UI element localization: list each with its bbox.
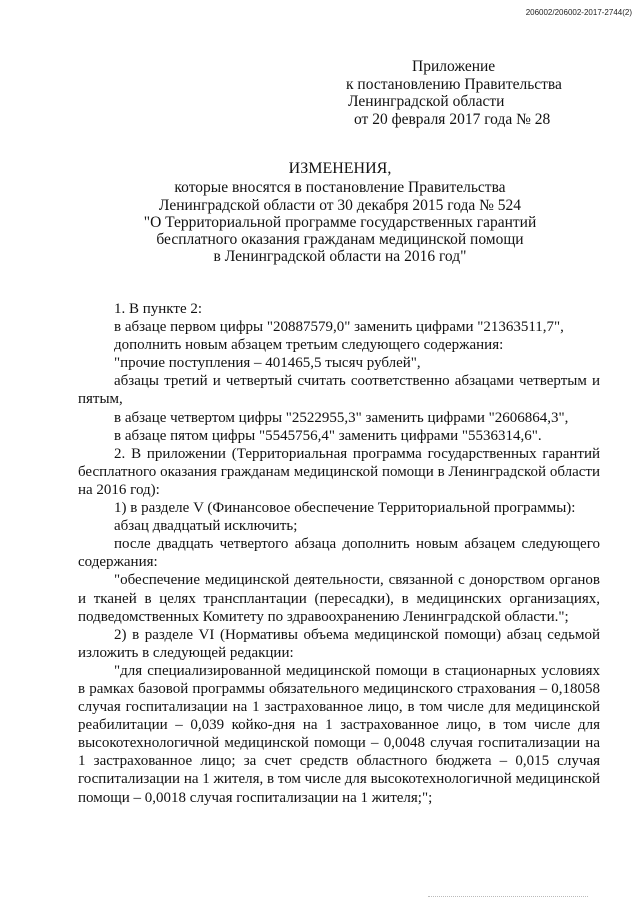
appendix-line-4: от 20 февраля 2017 года № 28 (354, 110, 551, 128)
paragraph: абзац двадцатый исключить; (114, 518, 298, 535)
title-line-4: бесплатного оказания гражданам медицинской помощи (156, 231, 524, 249)
appendix-line-2: к постановлению Правительства (346, 75, 562, 93)
title-line-3: "О Территориальной программе государственных гарантий (143, 213, 537, 231)
document-code: 206002/206002-2017-2744(2) (525, 8, 632, 17)
paragraph: "обеспечение медицинской деятельности, связанной с донорством органов и тканей в целях трансплантации (пересадки), в медицинских организациях, подведомственных Комитету по здравоохранению Ленинградской области."; (78, 572, 600, 625)
title-heading: ИЗМЕНЕНИЯ, (288, 160, 392, 177)
paragraph: в абзаце пятом цифры "5545756,4" заменить цифрами "5536314,6". (114, 427, 542, 444)
document-title (60, 160, 620, 266)
appendix-block (338, 58, 618, 128)
document-body (78, 300, 600, 807)
paragraph: дополнить новым абзацем третьим следующего содержания: (114, 337, 504, 354)
appendix-line-3: Ленинградской области (348, 93, 505, 110)
title-line-2: Ленинградской области от 30 декабря 2015 года № 524 (158, 196, 522, 214)
paragraph: "прочие поступления – 401465,5 тысяч рублей", (114, 355, 421, 372)
paragraph: 1. В пункте 2: (114, 301, 203, 317)
paragraph: в абзаце четвертом цифры "2522955,3" заменить цифрами "2606864,3", (114, 409, 569, 426)
paragraph: 2. В приложении (Территориальная программа государственных гарантий бесплатного оказания гражданам медицинской помощи в Ленинградской области на 2016 год): (78, 445, 600, 498)
paragraph: "для специализированной медицинской помощи в стационарных условиях в рамках базовой программы обязательного медицинского страхования – 0,18058 случая госпитализации на 1 застрахованное лицо, в том числе для медицинской реабилитации – 0,039 койко-дня на 1 застрахованное лицо, в том числе для высокотехнологичной медицинской помощи – 0,0048 случая госпитализации на 1 застрахованное лицо; за счет средств областного бюджета – 0,015 случая госпитализации на 1 жителя, в том числе для высокотехнологичной медицинской помощи – 0,0018 случая госпитализации на 1 жителя;"; (78, 662, 600, 806)
title-line-5: в Ленинградской области на 2016 год" (213, 248, 467, 266)
paragraph: абзацы третий и четвертый считать соответственно абзацами четвертым и пятым, (78, 373, 600, 408)
paragraph: 1) в разделе V (Финансовое обеспечение Территориальной программы): (114, 500, 576, 517)
title-line-1: которые вносятся в постановление Правительства (174, 179, 506, 197)
paragraph: после двадцать четвертого абзаца дополнить новым абзацем следующего содержания: (78, 536, 600, 571)
scan-artifact (428, 896, 588, 900)
paragraph: 2) в разделе VI (Нормативы объема медицинской помощи) абзац седьмой изложить в следующей редакции: (78, 626, 600, 661)
paragraph: в абзаце первом цифры "20887579,0" заменить цифрами "21363511,7", (114, 319, 564, 336)
appendix-line-1: Приложение (412, 58, 496, 75)
